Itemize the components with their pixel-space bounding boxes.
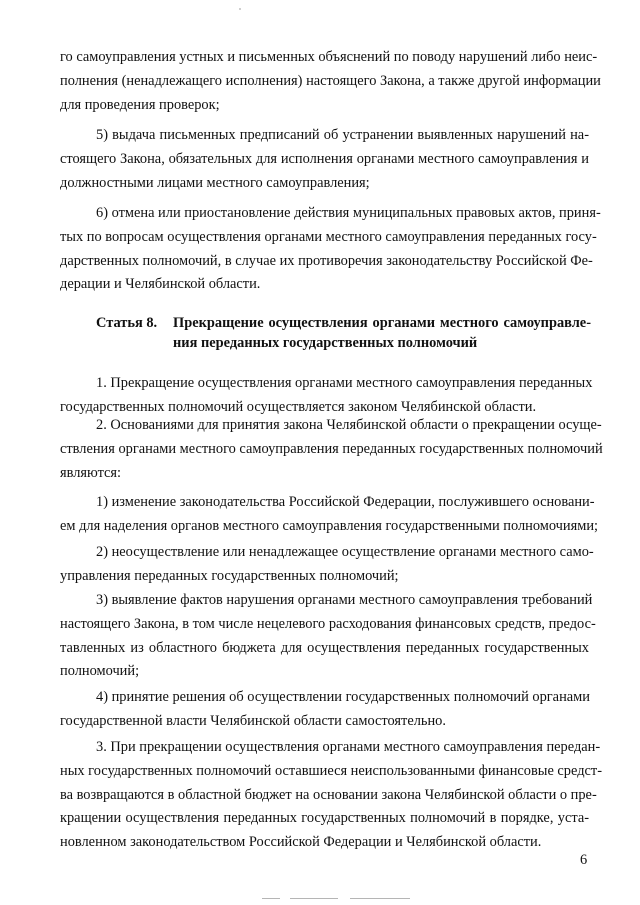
text-line: 4) принятие решения об осуществлении государственных полномочий органами <box>96 689 590 705</box>
text-line: являются: <box>60 464 122 481</box>
article-title-line: Прекращение осуществления органами местного самоуправле- <box>173 315 591 331</box>
text-line: 2. Основаниями для принятия закона Челябинской области о прекращении осуще- <box>96 417 602 433</box>
paragraph-point-1 <box>60 372 593 420</box>
article-number: Статья 8. <box>96 315 158 331</box>
paragraph-item-6 <box>60 202 601 297</box>
text-line: должностными лицами местного самоуправления; <box>60 174 370 191</box>
text-line: го самоуправления устных и письменных объяснений по поводу нарушений либо неис- <box>60 49 598 65</box>
paragraph-continuation <box>60 46 601 117</box>
text-line: управления переданных государственных полномочий; <box>60 567 399 584</box>
paragraph-subitem-1 <box>60 491 599 539</box>
text-line: 1. Прекращение осуществления органами местного самоуправления переданных <box>96 375 593 391</box>
text-line: ных государственных полномочий оставшиеся неиспользованными финансовые средст- <box>60 762 602 779</box>
text-line: новленном законодательством Российской Федерации и Челябинской области. <box>60 834 542 851</box>
article-title <box>173 313 591 353</box>
article-title-line: ния переданных государственных полномочий <box>173 335 478 351</box>
paragraph-point-2 <box>60 414 603 485</box>
text-line: дарственных полномочий, в случае их противоречия законодательству Российской Фе- <box>60 252 593 269</box>
paragraph-item-5 <box>60 124 589 195</box>
text-line: дерации и Челябинской области. <box>60 276 261 293</box>
text-line: 1) изменение законодательства Российской Федерации, послужившего основани- <box>96 494 595 510</box>
paragraph-subitem-4 <box>60 686 589 734</box>
scan-artifact-mark <box>262 898 280 899</box>
text-line: 6) отмена или приостановление действия муниципальных правовых актов, приня- <box>96 205 601 221</box>
text-line: государственных полномочий осуществляется законом Челябинской области. <box>60 398 537 415</box>
text-line: ем для наделения органов местного самоуправления государственными полномочиями; <box>60 517 599 534</box>
scan-artifact-mark <box>290 898 338 899</box>
text-line: полнения (ненадлежащего исполнения) настоящего Закона, а также другой информации <box>60 72 601 89</box>
text-line: 3) выявление фактов нарушения органами местного самоуправления требований <box>96 592 593 608</box>
text-line: 2) неосуществление или ненадлежащее осуществление органами местного само- <box>96 544 594 560</box>
text-line: кращении осуществления переданных государственных полномочий в порядке, уста- <box>60 810 589 827</box>
text-line: тых по вопросам осуществления органами местного самоуправления переданных госу- <box>60 228 597 245</box>
text-line: ствления органами местного самоуправления переданных государственных полномочий <box>60 440 603 457</box>
text-line: настоящего Закона, в том числе нецелевого расходования финансовых средств, предос- <box>60 615 596 632</box>
text-line: государственной власти Челябинской области самостоятельно. <box>60 712 446 729</box>
page-number: 6 <box>580 852 588 868</box>
text-line: тавленных из областного бюджета для осуществления переданных государственных <box>60 639 589 656</box>
scan-artifact-mark <box>350 898 410 899</box>
paragraph-subitem-2 <box>60 541 594 589</box>
paragraph-subitem-3 <box>60 589 596 684</box>
scan-artifact-dot <box>239 8 241 10</box>
text-line: для проведения проверок; <box>60 96 220 113</box>
text-line: ва возвращаются в областной бюджет на основании закона Челябинской области о пре- <box>60 786 597 803</box>
text-line: полномочий; <box>60 663 140 680</box>
text-line: стоящего Закона, обязательных для исполнения органами местного самоуправления и <box>60 150 589 167</box>
paragraph-point-3 <box>60 736 602 855</box>
text-line: 5) выдача письменных предписаний об устранении выявленных нарушений на- <box>96 127 589 143</box>
text-line: 3. При прекращении осуществления органами местного самоуправления передан- <box>96 739 601 755</box>
